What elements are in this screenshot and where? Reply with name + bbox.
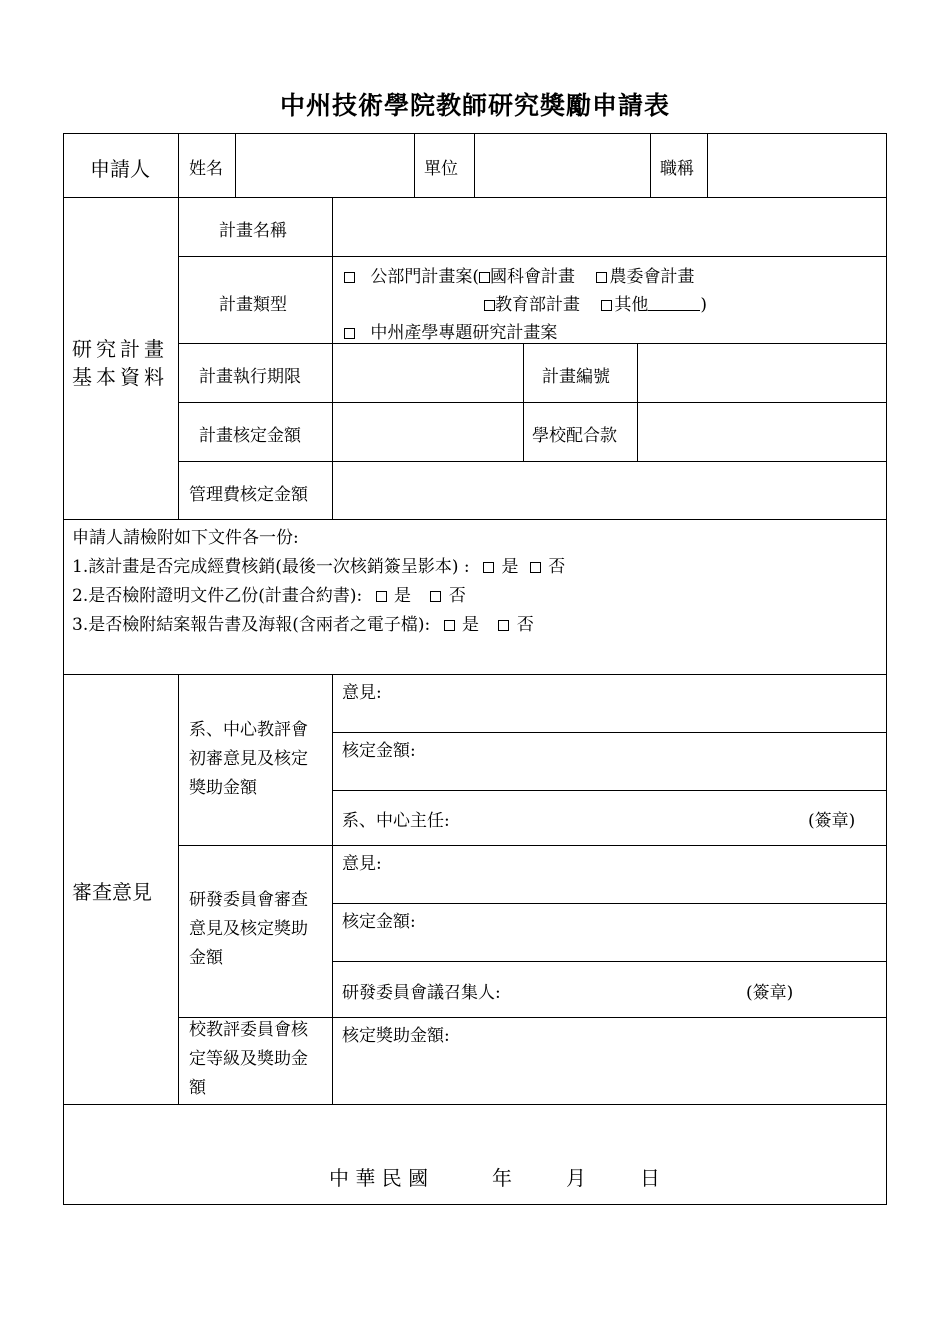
rd-label-line-2: 意見及核定獎助 [189,919,308,939]
rd-sign-label: 研發委員會議召集人: [342,983,501,1003]
attachment-3-no-label: 否 [516,615,534,635]
number-label: 計畫編號 [542,367,610,387]
attachment-3-no-checkbox[interactable] [498,620,509,631]
unit-field[interactable] [474,133,651,198]
school-amount-label: 核定獎助金額: [342,1026,450,1046]
rd-label [189,886,308,973]
rd-label-line-1: 研發委員會審查 [189,890,308,910]
matching-label: 學校配合款 [532,426,617,446]
other-label: 其他 [614,295,649,315]
job-title-label: 職稱 [660,159,694,179]
coa-label: 農委會計畫 [609,267,695,287]
date-era-label: 中 華 民 國 [329,1166,429,1190]
dept-label-line-1: 系、中心教評會 [189,720,308,740]
nsc-checkbox[interactable] [479,272,490,283]
job-title-field[interactable] [707,133,887,198]
unit-label: 單位 [424,159,458,179]
project-type-line1 [342,262,694,287]
attachments-intro: 申請人請檢附如下文件各一份: [72,528,299,548]
amount-field[interactable] [332,402,524,462]
other-checkbox[interactable] [601,300,612,311]
school-label-line-1: 校教評委員會核 [189,1020,308,1040]
ccut-checkbox[interactable] [344,328,355,339]
attachment-3-yes-label: 是 [462,615,480,635]
review-section-label: 審查意見 [72,880,152,904]
attachment-1-yes-checkbox[interactable] [483,562,494,573]
nsc-label: 國科會計畫 [490,267,576,287]
mgmt-field[interactable] [332,461,887,520]
dept-opinion-label: 意見: [342,683,382,703]
project-section-label-line2: 基本資料 [72,365,168,389]
mgmt-label: 管理費核定金額 [189,485,308,505]
attachment-3-yes-checkbox[interactable] [444,620,455,631]
attachment-item-3 [72,610,534,635]
project-name-label: 計畫名稱 [219,221,287,241]
rd-opinion-label: 意見: [342,854,382,874]
attachment-2-no-checkbox[interactable] [430,591,441,602]
name-field[interactable] [235,133,415,198]
dept-opinion-field[interactable] [332,674,887,733]
dept-label [189,716,308,803]
attachment-1-yes-label: 是 [501,557,519,577]
other-input-line[interactable] [648,296,700,311]
date-day-label: 日 [640,1166,660,1190]
rd-amount-label: 核定金額: [342,912,416,932]
matching-field[interactable] [637,402,887,462]
dept-stamp-label: (簽章) [808,811,856,831]
dept-label-line-3: 獎助金額 [189,778,257,798]
attachment-item-2 [72,581,466,606]
dept-sign-label: 系、中心主任: [342,811,450,831]
attachment-1-no-label: 否 [548,557,566,577]
rd-label-line-3: 金額 [189,948,223,968]
public-sector-checkbox[interactable] [344,272,355,283]
attachment-2-yes-label: 是 [394,586,412,606]
public-sector-label: 公部門計畫案( [370,267,480,287]
attachment-1-no-checkbox[interactable] [530,562,541,573]
amount-label: 計畫核定金額 [199,426,301,446]
attachment-item-1 [72,552,565,577]
attachment-2-no-label: 否 [448,586,466,606]
project-type-line3 [342,318,557,343]
project-name-field[interactable] [332,197,887,257]
other-suffix: ) [700,295,708,315]
date-year-label: 年 [492,1166,512,1190]
number-field[interactable] [637,343,887,403]
date-month-label: 月 [566,1166,586,1190]
dept-amount-label: 核定金額: [342,741,416,761]
school-label-line-2: 定等級及獎助金 [189,1049,308,1069]
rd-opinion-field[interactable] [332,845,887,904]
attachment-item-1-text: 1.該計畫是否完成經費核銷(最後一次核銷簽呈影本) : [72,557,470,577]
period-label: 計畫執行期限 [199,367,301,387]
attachment-2-yes-checkbox[interactable] [376,591,387,602]
moe-label: 教育部計畫 [495,295,580,315]
coa-checkbox[interactable] [596,272,607,283]
date-row [63,1104,887,1205]
rd-stamp-label: (簽章) [746,983,794,1003]
form-title: 中州技術學院教師研究獎勵申請表 [279,91,670,120]
project-type-line2 [484,290,707,315]
school-label-line-3: 額 [189,1078,206,1098]
ccut-label: 中州產學專題研究計畫案 [370,323,558,343]
project-section-label-line1: 研究計畫 [72,337,168,361]
period-field[interactable] [332,343,524,403]
project-type-label: 計畫類型 [219,295,287,315]
dept-label-line-2: 初審意見及核定 [189,749,308,769]
attachment-item-3-text: 3.是否檢附結案報告書及海報(含兩者之電子檔): [72,615,431,635]
applicant-label: 申請人 [90,157,150,181]
school-label [189,1016,308,1103]
attachment-item-2-text: 2.是否檢附證明文件乙份(計畫合約書): [72,586,363,606]
moe-checkbox[interactable] [484,300,495,311]
name-label: 姓名 [189,159,223,179]
